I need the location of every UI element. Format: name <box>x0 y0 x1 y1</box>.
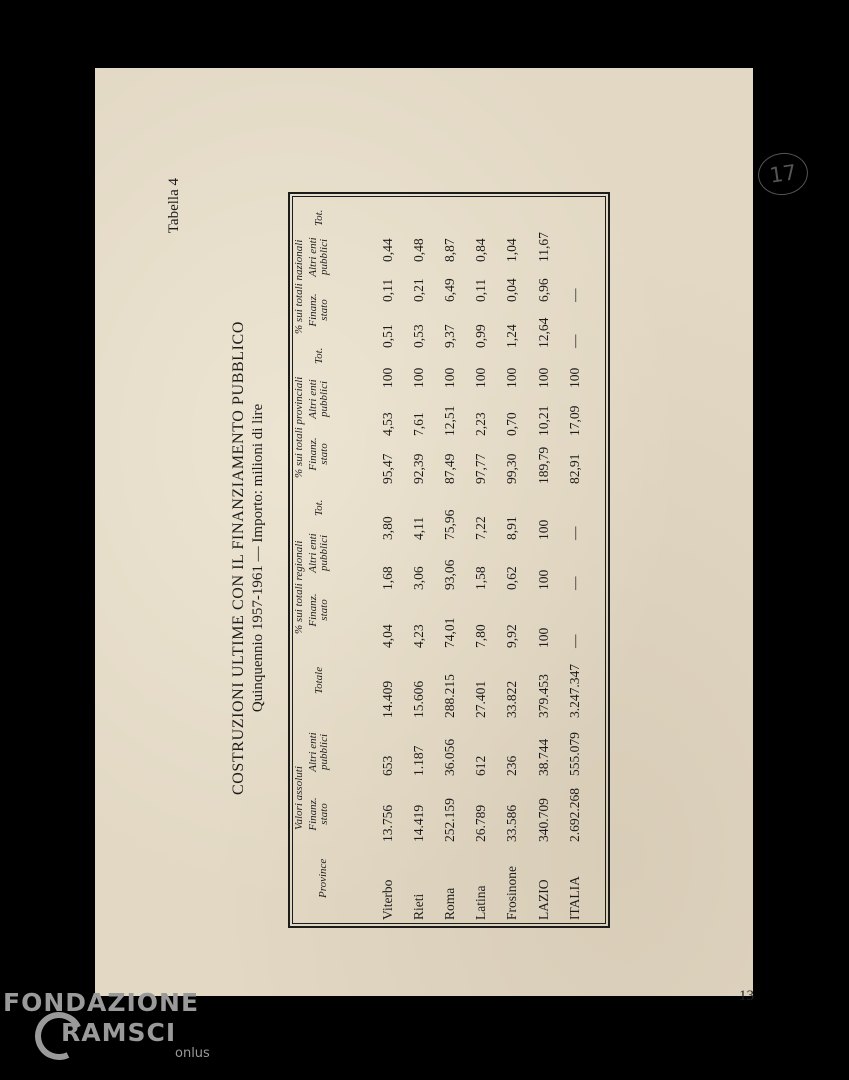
table-cell: 12,64 <box>535 317 551 348</box>
row-province-name: Roma <box>441 887 457 920</box>
row-province-name: LAZIO <box>535 879 551 920</box>
header-nazionali: % sui totali nazionali <box>293 239 305 334</box>
table-row <box>372 226 403 920</box>
table-cell: 95,47 <box>379 453 395 484</box>
table-cell: 9,37 <box>441 324 457 348</box>
table-cell: 340.709 <box>535 798 551 842</box>
table-cell: 1,68 <box>379 566 395 590</box>
header-altri-enti-1: Altri enti pubblici <box>307 732 330 772</box>
table-row <box>466 226 497 920</box>
table-cell: — <box>566 334 582 348</box>
table-cell: 3,80 <box>379 516 395 540</box>
fondazione-gramsci-logo <box>3 988 210 1061</box>
table-cell: 189,79 <box>535 446 551 484</box>
table-cell: 0,11 <box>379 278 395 302</box>
table-cell: — <box>566 634 582 648</box>
table-cell: 8,87 <box>441 238 457 262</box>
table-cell: 252.159 <box>441 798 457 842</box>
table-cell: 0,21 <box>410 278 426 302</box>
table-row <box>528 226 559 920</box>
table-cell: 9,92 <box>504 624 520 648</box>
table-cell: 0,44 <box>379 238 395 262</box>
table-cell: 0,62 <box>504 566 520 590</box>
table-cell: 100 <box>535 519 551 540</box>
table-cell: 8,91 <box>504 516 520 540</box>
table-cell: 1.187 <box>410 745 426 776</box>
table-row <box>434 226 465 920</box>
row-province-name: Rieti <box>410 893 426 920</box>
table-cell: 82,91 <box>566 453 582 484</box>
table-cell: 7,80 <box>473 624 489 648</box>
table-cell: 99,30 <box>504 453 520 484</box>
table-cell: 0,53 <box>410 324 426 348</box>
header-finanz-stato-4: Finanz. stato <box>307 293 330 327</box>
table-cell: 26.789 <box>473 804 489 842</box>
logo-line1: FONDAZIONE <box>3 988 200 1017</box>
table-cell: 4,53 <box>379 412 395 436</box>
table-cell: 100 <box>535 367 551 388</box>
table-cell: 17,09 <box>566 405 582 436</box>
table-cell: — <box>566 576 582 590</box>
rotated-table-block <box>166 178 590 928</box>
table-row <box>559 226 590 920</box>
logo-line2: RAMSCI <box>61 1018 177 1047</box>
table-cell: 6,96 <box>535 278 551 302</box>
page-number: 13 <box>739 988 754 1004</box>
table-cell: 236 <box>504 755 520 776</box>
header-altri-enti-3: Altri enti pubblici <box>307 379 330 419</box>
table-cell: 0,51 <box>379 324 395 348</box>
table-cell: 4,11 <box>410 516 426 540</box>
row-province-name: ITALIA <box>566 876 582 920</box>
header-tot-1: Tot. <box>313 499 325 516</box>
logo-line3: onlus <box>175 1046 210 1061</box>
table-cell: 100 <box>535 627 551 648</box>
header-provinciali: % sui totali provinciali <box>293 376 305 478</box>
table-cell <box>559 226 590 262</box>
table-cell: 15.606 <box>410 680 426 718</box>
data-table <box>288 192 610 928</box>
table-cell: 0,04 <box>504 278 520 302</box>
table-cell: 100 <box>535 569 551 590</box>
header-finanz-stato-1: Finanz. stato <box>307 797 330 831</box>
table-cell: 288.215 <box>441 674 457 718</box>
table-cell: 10,21 <box>535 405 551 436</box>
table-cell: 38.744 <box>535 738 551 776</box>
archive-number-stamp: 17 <box>755 150 810 199</box>
table-cell: 33.586 <box>504 804 520 842</box>
table-cell: 6,49 <box>441 278 457 302</box>
table-cell: — <box>566 526 582 540</box>
header-tot-2: Tot. <box>313 347 325 364</box>
table-cell: 14.419 <box>410 804 426 842</box>
table-cell: — <box>566 288 582 302</box>
header-valori-assoluti: Valori assoluti <box>293 766 305 830</box>
table-cell: 612 <box>473 755 489 776</box>
header-tot-3: Tot. <box>313 209 325 226</box>
table-cell: 100 <box>379 367 395 388</box>
table-cell: 100 <box>441 367 457 388</box>
table-body <box>372 226 590 920</box>
table-cell: 555.079 <box>566 732 582 776</box>
table-cell: 653 <box>379 755 395 776</box>
table-label: Tabella 4 <box>166 178 182 234</box>
table-cell: 4,23 <box>410 624 426 648</box>
header-province: Province <box>317 858 329 898</box>
table-cell: 0,84 <box>473 238 489 262</box>
table-cell: 7,22 <box>473 516 489 540</box>
table-cell: 74,01 <box>441 617 457 648</box>
table-cell: 0,11 <box>473 278 489 302</box>
table-cell: 93,06 <box>441 559 457 590</box>
table-cell: 2.692.268 <box>566 788 582 842</box>
table-cell: 379.453 <box>535 674 551 718</box>
table-cell: 7,61 <box>410 412 426 436</box>
row-province-name: Viterbo <box>379 879 395 920</box>
table-cell: 0,48 <box>410 238 426 262</box>
table-cell: 3.247.347 <box>566 664 582 718</box>
table-cell: 27.401 <box>473 680 489 718</box>
table-row <box>403 226 434 920</box>
table-cell: 14.409 <box>379 680 395 718</box>
row-province-name: Latina <box>473 885 489 920</box>
table-cell: 4,04 <box>379 624 395 648</box>
table-cell: 11,67 <box>535 232 551 262</box>
table-row <box>497 226 528 920</box>
table-cell: 33.822 <box>504 680 520 718</box>
table-subtitle: Quinquennio 1957-1961 — Importo: milioni di lire <box>250 403 266 713</box>
header-finanz-stato-2: Finanz. stato <box>307 593 330 627</box>
header-altri-enti-4: Altri enti pubblici <box>307 237 330 277</box>
table-cell: 3,06 <box>410 566 426 590</box>
table-cell: 92,39 <box>410 453 426 484</box>
table-cell: 1,04 <box>504 238 520 262</box>
table-cell: 75,96 <box>441 509 457 540</box>
table-cell: 12,51 <box>441 405 457 436</box>
table-cell: 87,49 <box>441 453 457 484</box>
table-cell: 2,23 <box>473 412 489 436</box>
header-regionali: % sui totali regionali <box>293 540 305 634</box>
table-cell: 1,58 <box>473 566 489 590</box>
table-cell: 0,70 <box>504 412 520 436</box>
table-cell: 0,99 <box>473 324 489 348</box>
table-cell: 13.756 <box>379 804 395 842</box>
row-province-name: Frosinone <box>504 866 520 920</box>
table-title: COSTRUZIONI ULTIME CON IL FINANZIAMENTO PUBBLICO <box>230 321 247 795</box>
table-cell: 36.056 <box>441 738 457 776</box>
header-totale: Totale <box>313 666 325 694</box>
table-cell: 100 <box>566 367 582 388</box>
table-cell: 97,77 <box>473 453 489 484</box>
table-cell: 100 <box>504 367 520 388</box>
table-cell: 1,24 <box>504 324 520 348</box>
table-cell: 100 <box>410 367 426 388</box>
header-finanz-stato-3: Finanz. stato <box>307 437 330 471</box>
table-cell: 100 <box>473 367 489 388</box>
header-altri-enti-2: Altri enti pubblici <box>307 533 330 573</box>
